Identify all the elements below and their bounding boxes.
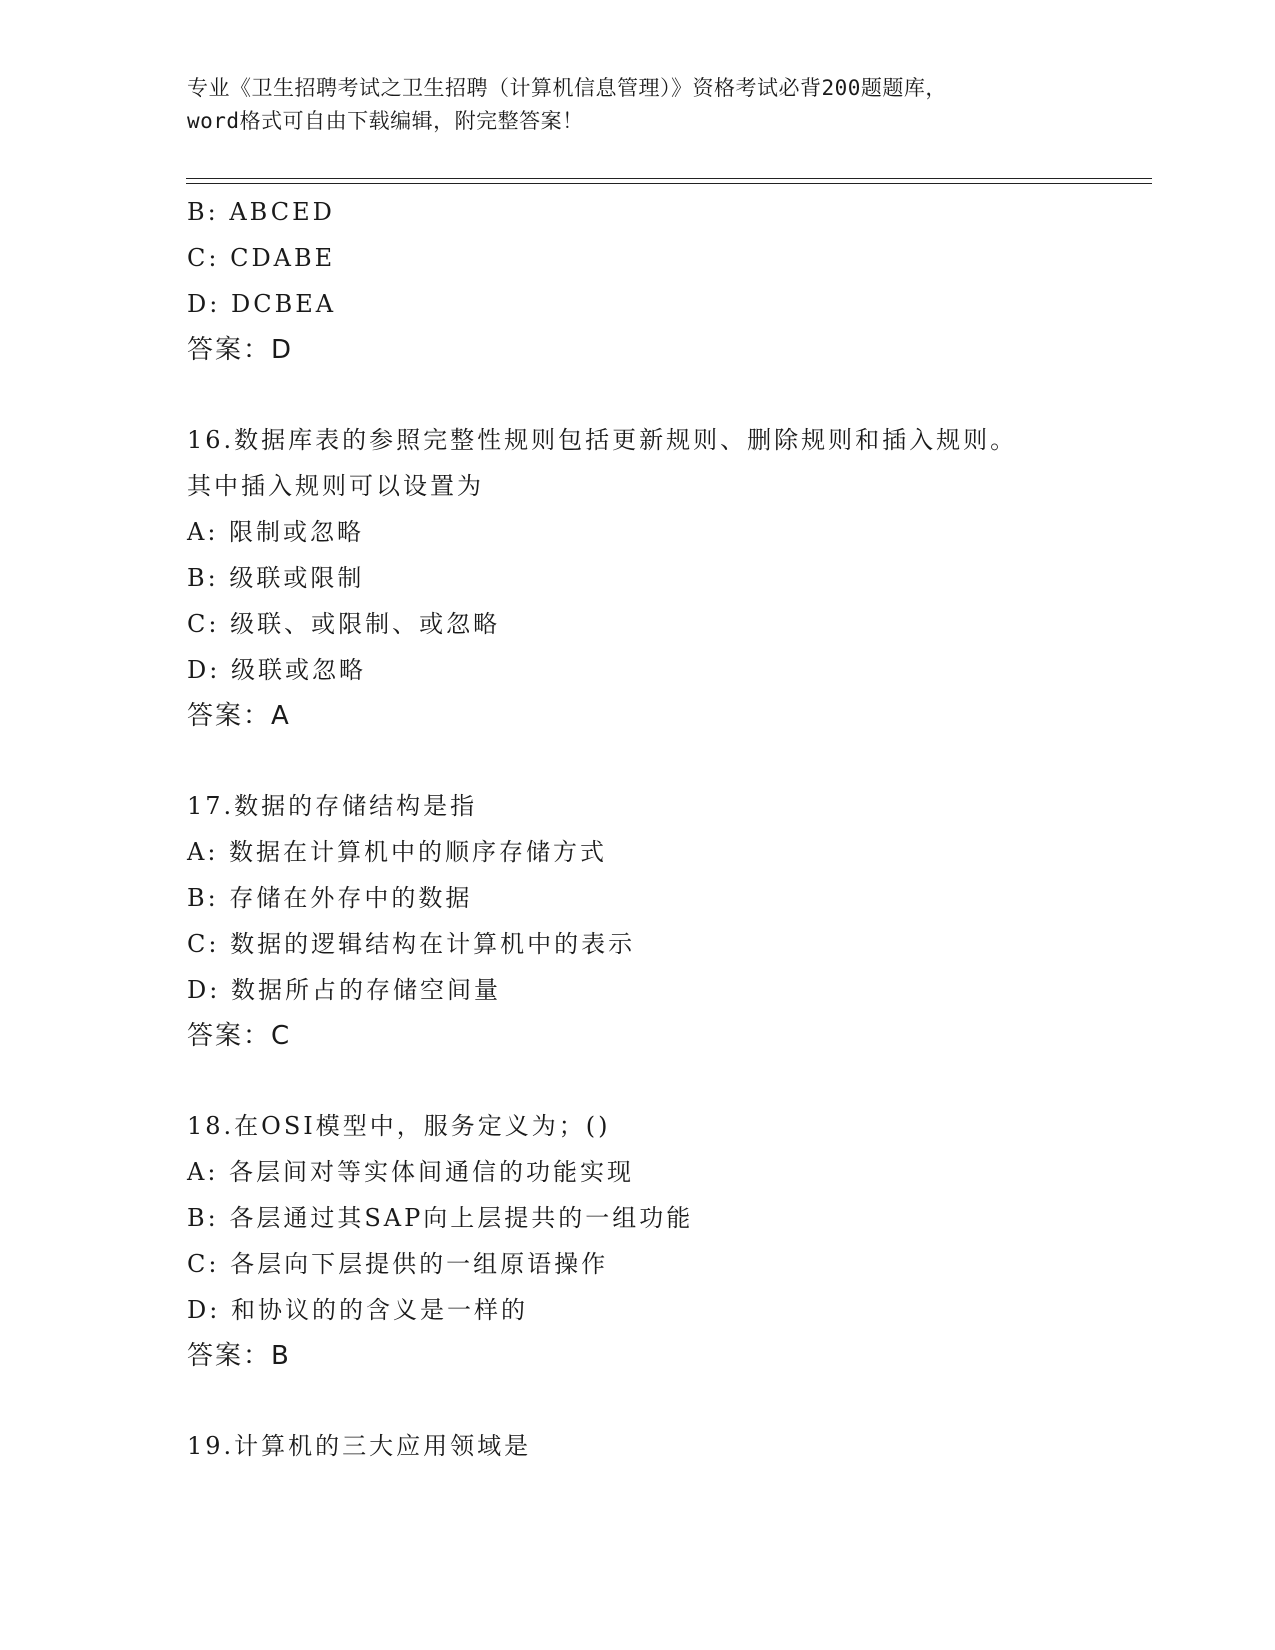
option-d: D: DCBEA: [187, 290, 337, 318]
question-15: [187, 189, 1147, 373]
question-17: [187, 783, 1147, 1059]
option-c: C: 数据的逻辑结构在计算机中的表示: [187, 930, 636, 958]
question-stem-continued: 其中插入规则可以设置为: [187, 472, 484, 500]
header-rule-bottom: [186, 183, 1152, 184]
answer: 答案：C: [187, 1021, 292, 1051]
option-d: D: 级联或忽略: [187, 656, 366, 684]
option-b: B: ABCED: [187, 198, 335, 226]
option-b: B: 各层通过其SAP向上层提共的一组功能: [187, 1204, 694, 1232]
header-line-2: word格式可自由下载编辑，附完整答案！: [187, 109, 584, 133]
question-stem: 18.在OSI模型中，服务定义为；(): [187, 1112, 611, 1140]
option-c: C: CDABE: [187, 244, 336, 272]
option-d: D: 和协议的的含义是一样的: [187, 1296, 528, 1324]
option-c: C: 各层向下层提供的一组原语操作: [187, 1250, 609, 1278]
answer: 答案：D: [187, 335, 294, 365]
question-stem: 19.计算机的三大应用领域是: [187, 1432, 532, 1460]
question-stem: 16.数据库表的参照完整性规则包括更新规则、删除规则和插入规则。: [187, 426, 1018, 454]
option-b: B: 级联或限制: [187, 564, 365, 592]
header-rule-top: [186, 178, 1152, 179]
option-c: C: 级联、或限制、或忽略: [187, 610, 501, 638]
answer: 答案：A: [187, 701, 291, 731]
answer: 答案：B: [187, 1341, 291, 1371]
question-19: [187, 1423, 1147, 1469]
option-b: B: 存储在外存中的数据: [187, 884, 473, 912]
document-header: [187, 72, 1087, 138]
question-16: [187, 417, 1147, 739]
option-a: A: 限制或忽略: [187, 518, 365, 546]
header-line-1: 专业《卫生招聘考试之卫生招聘（计算机信息管理）》资格考试必背200题题库，: [187, 76, 947, 100]
question-18: [187, 1103, 1147, 1379]
option-a: A: 各层间对等实体间通信的功能实现: [187, 1158, 635, 1186]
option-d: D: 数据所占的存储空间量: [187, 976, 501, 1004]
option-a: A: 数据在计算机中的顺序存储方式: [187, 838, 608, 866]
question-list: [187, 189, 1147, 1469]
question-stem: 17.数据的存储结构是指: [187, 792, 478, 820]
